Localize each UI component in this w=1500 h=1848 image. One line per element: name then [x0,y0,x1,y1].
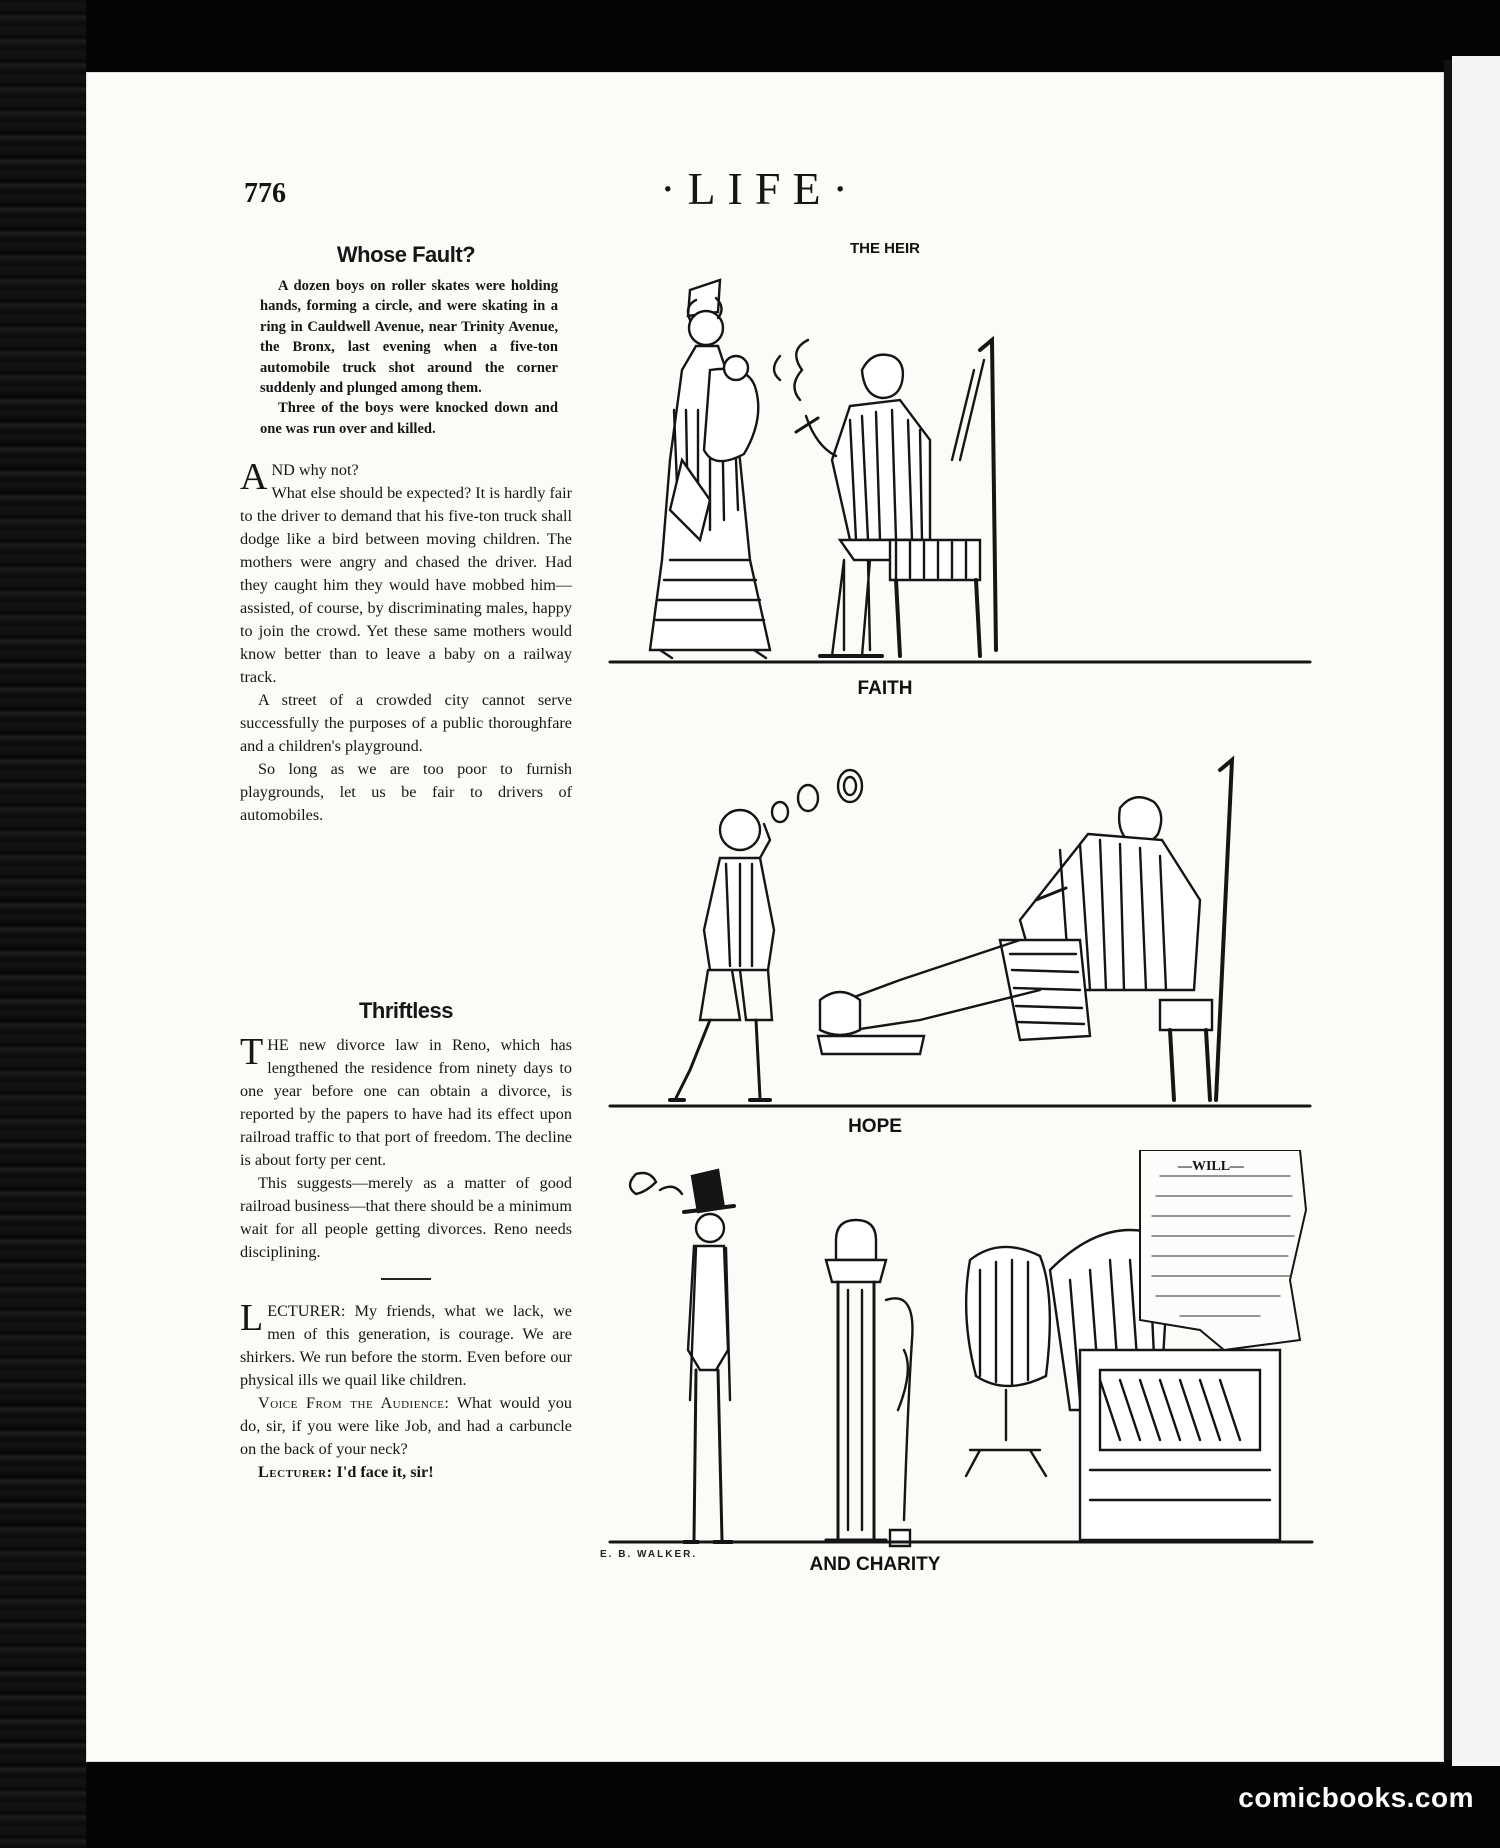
nurse-figure [650,280,770,658]
speaker-line: I'd face it, sir! [336,1463,434,1481]
article-title: Whose Fault? [336,242,476,267]
panel-caption-faith: FAITH [857,678,913,699]
will-document [1140,1150,1306,1350]
body-paragraph: This suggests—merely as a matter of good railroad business—that there should be a minimum wait for all people getting divorces. Reno needs disciplining. [240,1174,572,1261]
news-quote [240,276,572,439]
facing-page-edge [1452,56,1500,1766]
speaker-label: Lecturer: [258,1463,333,1481]
will-heading: —WILL— [1177,1159,1245,1174]
article-whose-fault [240,240,572,827]
cartoon-panel-charity [600,1150,1320,1550]
lecturer-anecdote [240,1297,572,1484]
body-paragraph: A street of a crowded city cannot serve successfully the purposes of a public thoroughfare and a children's playground. [240,691,572,756]
body-paragraph: HE new divorce law in Reno, which has lengthened the residence from ninety days to one year before one can obtain a divorce, is reported by the papers to have had its effect upon railroad traffic to that port of freedom. The decline is about forty per cent. [240,1036,572,1169]
body-paragraph [240,1392,572,1461]
body-paragraph: ECTURER: My friends, what we lack, we men of this generation, is courage. We are shirkers. We run before the storm. Even before our physical ills we quail like children. [240,1302,572,1389]
masthead: ·LIFE· [660,163,860,214]
cartoon-panel-faith [600,260,1320,672]
artist-signature: E. B. WALKER. [600,1549,698,1560]
page-number: 776 [244,178,286,209]
young-heir-in-top-hat [630,1170,734,1542]
section-divider [381,1278,431,1280]
article-thriftless [240,996,572,1484]
drop-cap: T [240,1031,264,1073]
ticker-tape-machine [826,1220,912,1546]
site-watermark: comicbooks.com [1238,1782,1474,1813]
quote-paragraph: A dozen boys on roller skates were holding hands, forming a circle, and were skating in a ring in Cauldwell Avenue, near Trinity Avenue, the Bronx, last evening when a five-ton automobile truck shot around the corner suddenly and plunged among them. [260,278,558,397]
article-body [240,456,572,827]
drop-cap: L [240,1297,264,1339]
body-paragraph: So long as we are too poor to furnish playgrounds, let us be fair to drivers of automobiles. [240,760,572,825]
panel-caption-charity: AND CHARITY [809,1554,941,1575]
cartoon-title: THE HEIR [849,240,920,257]
scan-background [0,0,86,1848]
body-paragraph [240,1461,572,1484]
drop-cap: A [240,456,268,499]
page-gutter [1444,60,1452,1760]
article-title: Thriftless [358,998,454,1023]
body-paragraph: ND why not? [271,461,359,480]
old-man-figure [774,340,996,656]
body-paragraph: What else should be expected? It is hardly fair to the driver to demand that his five-ton truck shall dodge like a bird between moving children. The mothers were angry and chased the driver. Had they caught him they would have mobbed him—assisted, of course, by discriminating males, happy to join the crowd. Yet these same mothers would know better than to leave a baby on a railway track. [240,484,572,687]
reclining-man-with-newspaper [818,760,1232,1100]
panel-caption-hope: HOPE [848,1116,902,1137]
cartoon-panel-hope [600,740,1320,1114]
quote-paragraph: Three of the boys were knocked down and one was run over and killed. [260,400,558,437]
speaker-label: Voice From the Audience: [258,1394,450,1412]
speaker-line: What would you do, sir, if you were like Job, and had a carbuncle on the back of your neck? [240,1394,572,1458]
article-body [240,1031,572,1264]
